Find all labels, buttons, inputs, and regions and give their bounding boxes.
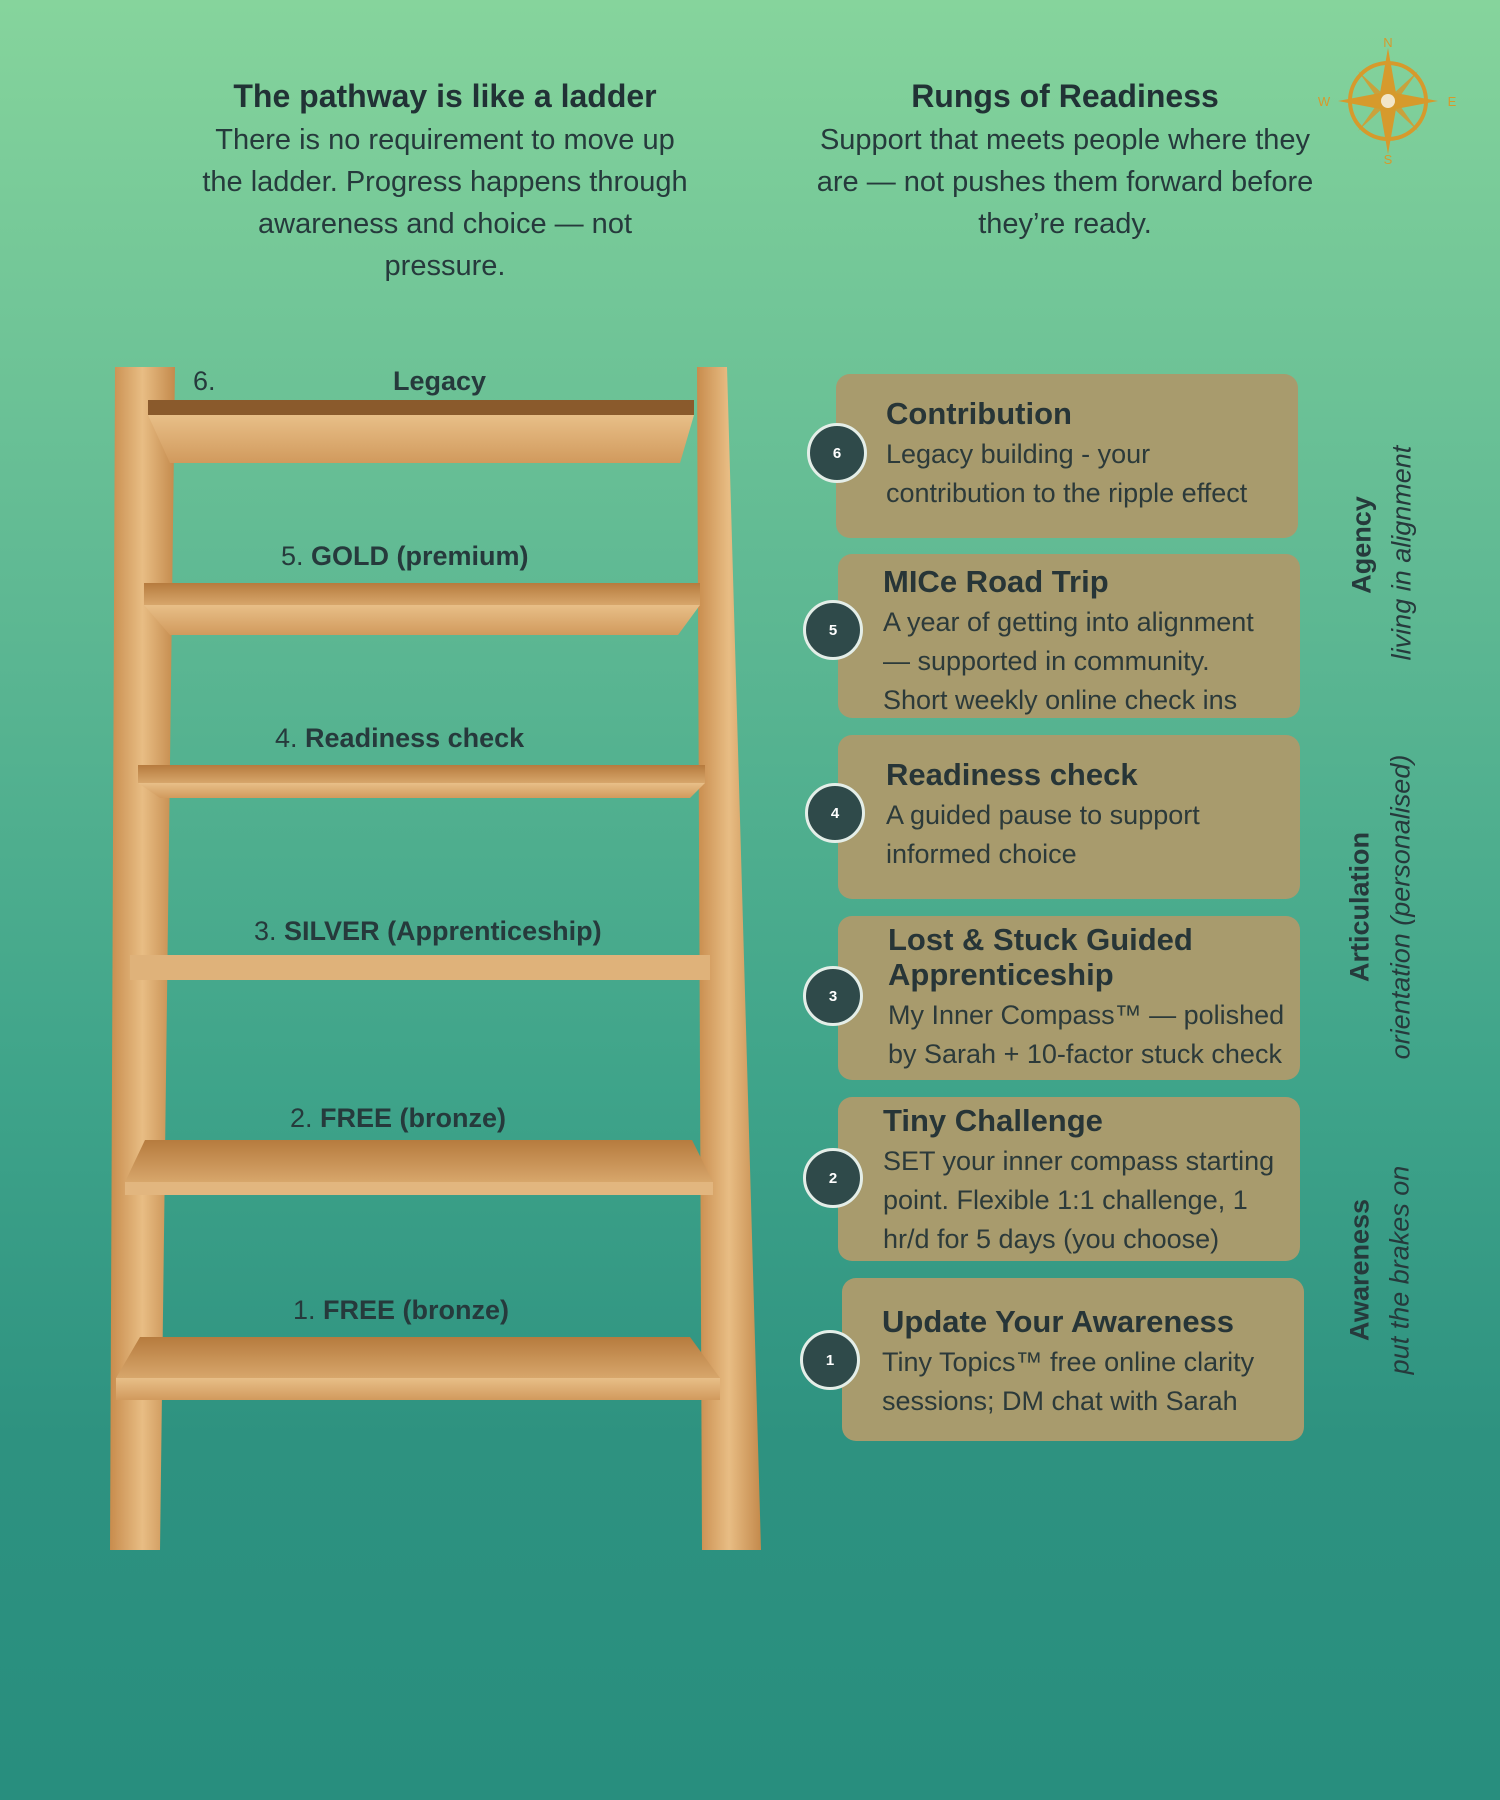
step-badge-6: 6 [807, 423, 867, 483]
rung-6-number: 6. [193, 366, 216, 396]
card-contribution [836, 374, 1298, 538]
card-title: Contribution [886, 396, 1072, 431]
compass-s: S [1383, 152, 1393, 166]
card-title: Update Your Awareness [882, 1304, 1235, 1339]
card-title: MICe Road Trip [883, 564, 1109, 599]
card-description: A year of getting into alignment — supported in community. Short weekly online check ins [883, 607, 1254, 715]
step-badge-2: 2 [803, 1148, 863, 1208]
stage-articulation-subtitle: orientation (personalised) [1385, 754, 1416, 1060]
card-mice-road-trip [838, 554, 1300, 718]
card-title: Readiness check [886, 757, 1138, 792]
card-update-awareness [842, 1278, 1304, 1441]
rung-5-label: 5. GOLD (premium) [281, 541, 529, 571]
card-description: My Inner Compass™ — polished by Sarah + 10-factor stuck check [888, 1000, 1285, 1069]
step-badge-1: 1 [800, 1330, 860, 1390]
step-badge-4: 4 [805, 783, 865, 843]
step-badge-3: 3 [803, 966, 863, 1026]
compass-rose-icon [1318, 36, 1458, 166]
header-right-title: Rungs of Readiness [911, 78, 1219, 114]
card-description: Legacy building - your contribution to the ripple effect [886, 439, 1248, 508]
stage-agency: Agency [1346, 496, 1377, 594]
card-readiness-check [838, 735, 1300, 899]
stage-awareness-subtitle: put the brakes on [1384, 1165, 1415, 1375]
step-badge-5: 5 [803, 600, 863, 660]
card-guided-apprenticeship [838, 916, 1300, 1080]
card-title: Lost & Stuck Guided Apprenticeship [888, 922, 1193, 992]
header-right-body: Support that meets people where they are — not pushes them forward before they’re ready. [816, 124, 1314, 240]
rung-3-label: 3. SILVER (Apprenticeship) [254, 916, 602, 946]
header-left [195, 78, 695, 287]
compass-n: N [1383, 36, 1393, 50]
compass-e: E [1447, 94, 1457, 109]
wooden-ladder-illustration [100, 360, 780, 1560]
header-left-body: There is no requirement to move up the ladder. Progress happens through awareness and choice — not pressure. [202, 124, 688, 282]
card-tiny-challenge [838, 1097, 1300, 1261]
compass-w: W [1318, 94, 1331, 109]
card-description: SET your inner compass starting point. Flexible 1:1 challenge, 1 hr/d for 5 days (you choose) [883, 1146, 1275, 1254]
card-description: Tiny Topics™ free online clarity sessions; DM chat with Sarah [882, 1347, 1255, 1416]
card-description: A guided pause to support informed choice [886, 800, 1200, 869]
stage-awareness: Awareness [1344, 1198, 1375, 1342]
rung-2-label: 2. FREE (bronze) [290, 1103, 507, 1133]
rung-4-label: 4. Readiness check [275, 723, 525, 753]
rung-6-label: Legacy [393, 366, 487, 396]
header-left-title: The pathway is like a ladder [233, 78, 657, 114]
stage-articulation: Articulation [1344, 831, 1375, 983]
header-right [815, 78, 1315, 245]
stage-agency-subtitle: living in alignment [1386, 445, 1417, 661]
rung-1-label: 1. FREE (bronze) [293, 1295, 510, 1325]
card-title: Tiny Challenge [883, 1103, 1103, 1138]
